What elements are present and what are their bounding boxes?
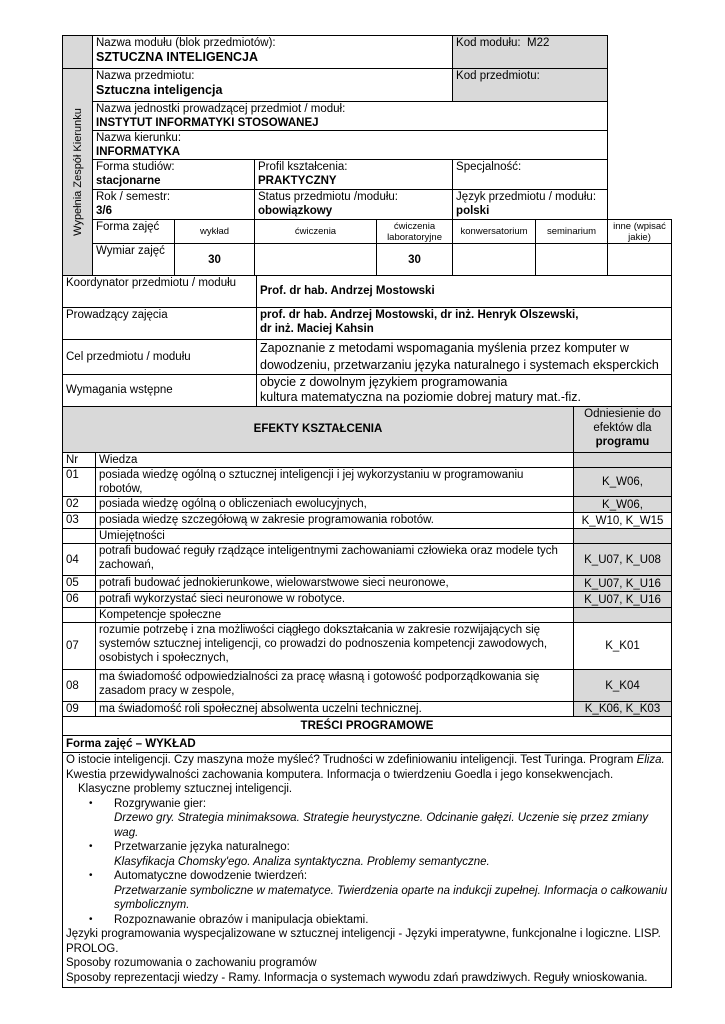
effect-nr: 06 (63, 592, 96, 608)
class-type-exercises: ćwiczenia (255, 220, 377, 244)
language-cell (453, 190, 608, 220)
requirements-line-2: kultura matematyczna na poziomie dobrej matury mat.-fiz. (260, 389, 581, 404)
profile: PRAKTYCZNY (258, 175, 337, 187)
category-knowledge: Wiedza (96, 453, 574, 468)
hours-conversatory (453, 244, 536, 276)
subject-name: Sztuczna inteligencja (96, 83, 223, 97)
ref-empty (574, 529, 672, 544)
effect-ref: K_K06, K_K03 (574, 702, 672, 717)
nr-empty (63, 608, 96, 623)
contents-p5: Sposoby rozumowania o zachowaniu programów (66, 957, 317, 969)
field-label: Nazwa kierunku: (96, 132, 182, 144)
specialty-cell (453, 160, 608, 190)
contents-p1-italic: Eliza. (636, 754, 665, 766)
ref-header-line-2: efektów dla (593, 421, 652, 434)
header-corner (63, 36, 93, 69)
effect-ref: K_U07, K_U16 (574, 576, 672, 592)
study-form: stacjonarne (96, 175, 161, 187)
effect-text: posiada wiedzę ogólną o obliczeniach ewolucyjnych, (96, 497, 574, 513)
contents-title: TREŚCI PROGRAMOWE (63, 719, 671, 736)
effect-text: ma świadomość odpowiedzialności za pracę własną i gotowość podporządkowania się zasadom pracy w zespole, (96, 670, 574, 702)
program-contents (62, 717, 672, 988)
hours-lecture: 30 (175, 244, 255, 276)
goal-line-1: Zapoznanie z metodami wspomagania myślenia przez komputer w (260, 340, 629, 355)
field-name: INFORMATYKA (96, 146, 181, 158)
effect-ref: K_U07, K_U16 (574, 592, 672, 608)
effect-text: posiada wiedzę szczegółową w zakresie programowania robotów. (96, 513, 574, 529)
effect-text: potrafi budować reguły rządzące inteligentnymi zachowaniami człowieka oraz modele tych zachowań, (96, 544, 574, 576)
status: obowiązkowy (258, 205, 333, 217)
effect-text: ma świadomość roli społecznej absolwenta uczelni technicznej. (96, 702, 574, 717)
requirements-label: Wymagania wstępne (63, 374, 257, 406)
effect-ref: K_U07, K_U08 (574, 544, 672, 576)
study-form-label: Forma studiów: (96, 161, 175, 173)
effect-ref: K_W10, K_W15 (574, 513, 672, 529)
effect-nr: 03 (63, 513, 96, 529)
subject-name-cell (93, 69, 453, 102)
nr-header: Nr (63, 453, 96, 468)
coordinator-value: Prof. dr hab. Andrzej Mostowski (257, 276, 672, 307)
subject-code-label: Kod przedmiotu: (456, 70, 540, 82)
contents-p3: Klasyczne problemy sztucznej inteligencji. (78, 783, 293, 795)
hours-exercises (255, 244, 377, 276)
effect-ref: K_W06, (574, 497, 672, 513)
effect-text: rozumie potrzebę i zna możliwości ciągłego dokształcania w zakresie rozwijających się systemów sztucznej inteligencji, co prowadzi do podnoszenia kompetencji zawodowych, osobistych i społecznych, (96, 623, 574, 670)
contents-bullet-vision: • Rozpoznawanie obrazów i manipulacja obiektami. (66, 913, 668, 928)
contents-bullet-nlp-detail: Klasyfikacja Chomsky'ego. Analiza syntaktyczna. Problemy semantyczne. (114, 855, 490, 868)
hours-seminar (536, 244, 608, 276)
effect-ref: K_K01 (574, 623, 672, 670)
effect-ref: K_K04 (574, 670, 672, 702)
module-name-cell (93, 36, 453, 69)
language-label: Język przedmiotu / modułu: (456, 191, 597, 203)
module-header-table (62, 35, 672, 276)
requirements-line-1: obycie z dowolnym językiem programowania (260, 374, 508, 389)
effect-ref: K_W06, (574, 468, 672, 497)
side-label-cell (63, 69, 93, 276)
class-form-label: Forma zajęć (93, 220, 175, 244)
module-code-cell (453, 36, 608, 69)
unit-cell (93, 102, 608, 131)
ref-empty (574, 608, 672, 623)
hours-lab: 30 (377, 244, 453, 276)
goal-value (257, 339, 672, 374)
effect-text: posiada wiedzę ogólną o sztucznej inteligencji i jej wykorzystaniu w programowaniu robotów, (96, 468, 574, 497)
effect-nr: 05 (63, 576, 96, 592)
contents-bullet-proving: • Automatyczne dowodzenie twierdzeń: (66, 869, 668, 884)
unit-label: Nazwa jednostki prowadzącej przedmiot / moduł: (96, 103, 346, 115)
contents-bullet-proving-detail: Przetwarzanie symboliczne w matematyce. Twierdzenia oparte na indukcji zupełnej. Informacja o całkowaniu symbolicznym. (114, 884, 668, 911)
module-name: SZTUCZNA INTELIGENCJA (96, 50, 259, 64)
category-social: Kompetencje społeczne (96, 608, 574, 623)
effect-nr: 08 (63, 670, 96, 702)
unit-name: INSTYTUT INFORMATYKI STOSOWANEJ (96, 117, 319, 129)
class-hours-label: Wymiar zajęć (93, 244, 175, 276)
effects-table (62, 407, 672, 718)
profile-cell (255, 160, 453, 190)
lecturers-label: Prowadzący zajęcia (63, 307, 257, 339)
status-cell (255, 190, 453, 220)
module-code: M22 (527, 37, 550, 49)
lecturers-value (257, 307, 672, 339)
coordinator-label: Koordynator przedmiotu / modułu (63, 276, 257, 307)
side-label: Wypełnia Zespół Kierunku (71, 108, 84, 236)
category-skills: Umiejętności (96, 529, 574, 544)
effect-nr: 04 (63, 544, 96, 576)
specialty-label: Specjalność: (456, 161, 522, 173)
class-type-other: inne (wpisać jakie) (608, 220, 672, 244)
contents-p6: Sposoby reprezentacji wiedzy - Ramy. Informacja o systemach wywodu zdań prawdziwych. Reguły wnioskowania. (66, 971, 648, 984)
module-code-label: Kod modułu: (456, 37, 521, 49)
field-cell (93, 131, 608, 160)
effect-nr: 01 (63, 468, 96, 497)
class-type-seminar: seminarium (536, 220, 608, 244)
contents-bullet-games-detail: Drzewo gry. Strategia minimaksowa. Strategie heurystyczne. Odcinanie gałęzi. Uczenie się przez zmiany wag. (114, 812, 649, 839)
contents-p1: O istocie inteligencji. Czy maszyna może myśleć? Trudności w zdefiniowaniu inteligencji. Test Turinga. Program (66, 754, 637, 766)
module-name-label: Nazwa modułu (blok przedmiotów): (96, 37, 276, 49)
effect-text: potrafi budować jednokierunkowe, wielowarstwowe sieci neuronowe, (96, 576, 574, 592)
year: 3/6 (96, 205, 112, 217)
lecturers-line-1: prof. dr hab. Andrzej Mostowski, dr inż. Henryk Olszewski, (260, 308, 579, 321)
class-type-conversatory: konwersatorium (453, 220, 536, 244)
effects-title: EFEKTY KSZTAŁCENIA (63, 407, 574, 453)
lecturers-line-2: dr inż. Maciej Kahsin (260, 322, 374, 335)
contents-p2: Kwestia przewidywalności zachowania komputera. Informacja o twierdzeniu Goedla i jego konsekwencjach. (66, 768, 614, 781)
status-label: Status przedmiotu /modułu: (258, 191, 398, 203)
study-form-cell (93, 160, 255, 190)
language: polski (456, 205, 490, 217)
contents-bullet-games: • Rozgrywanie gier: (66, 797, 668, 812)
profile-label: Profil kształcenia: (258, 161, 348, 173)
class-type-lab: ćwiczenia laboratoryjne (377, 220, 453, 244)
ref-header-line-3: programu (595, 435, 650, 448)
effects-ref-header (574, 407, 672, 453)
class-type-lecture: wykład (175, 220, 255, 244)
info-table (62, 276, 672, 407)
hours-other (608, 244, 672, 276)
effect-nr: 02 (63, 497, 96, 513)
contents-bullet-nlp: • Przetwarzanie języka naturalnego: (66, 840, 668, 855)
goal-line-2: dowodzeniu, przetwarzaniu języka naturalnego i systemach eksperckich (260, 357, 659, 372)
nr-empty (63, 529, 96, 544)
goal-label: Cel przedmiotu / modułu (63, 339, 257, 374)
effect-text: potrafi wykorzystać sieci neuronowe w robotyce. (96, 592, 574, 608)
effect-nr: 09 (63, 702, 96, 717)
effect-nr: 07 (63, 623, 96, 670)
subject-name-label: Nazwa przedmiotu: (96, 70, 195, 82)
year-label: Rok / semestr: (96, 191, 171, 203)
syllabus-page (62, 35, 672, 988)
ref-header-line-1: Odniesienie do (584, 407, 661, 420)
contents-form: Forma zajęć – WYKŁAD (63, 736, 671, 754)
contents-p4: Języki programowania wyspecjalizowane w sztucznej inteligencji - Języki imperatywne, funkcjonalne i logiczne. LISP. PROLOG. (66, 928, 661, 955)
subject-code-cell (453, 69, 608, 102)
contents-paragraph (66, 753, 668, 768)
requirements-value (257, 374, 672, 406)
year-cell (93, 190, 255, 220)
ref-empty (574, 453, 672, 468)
